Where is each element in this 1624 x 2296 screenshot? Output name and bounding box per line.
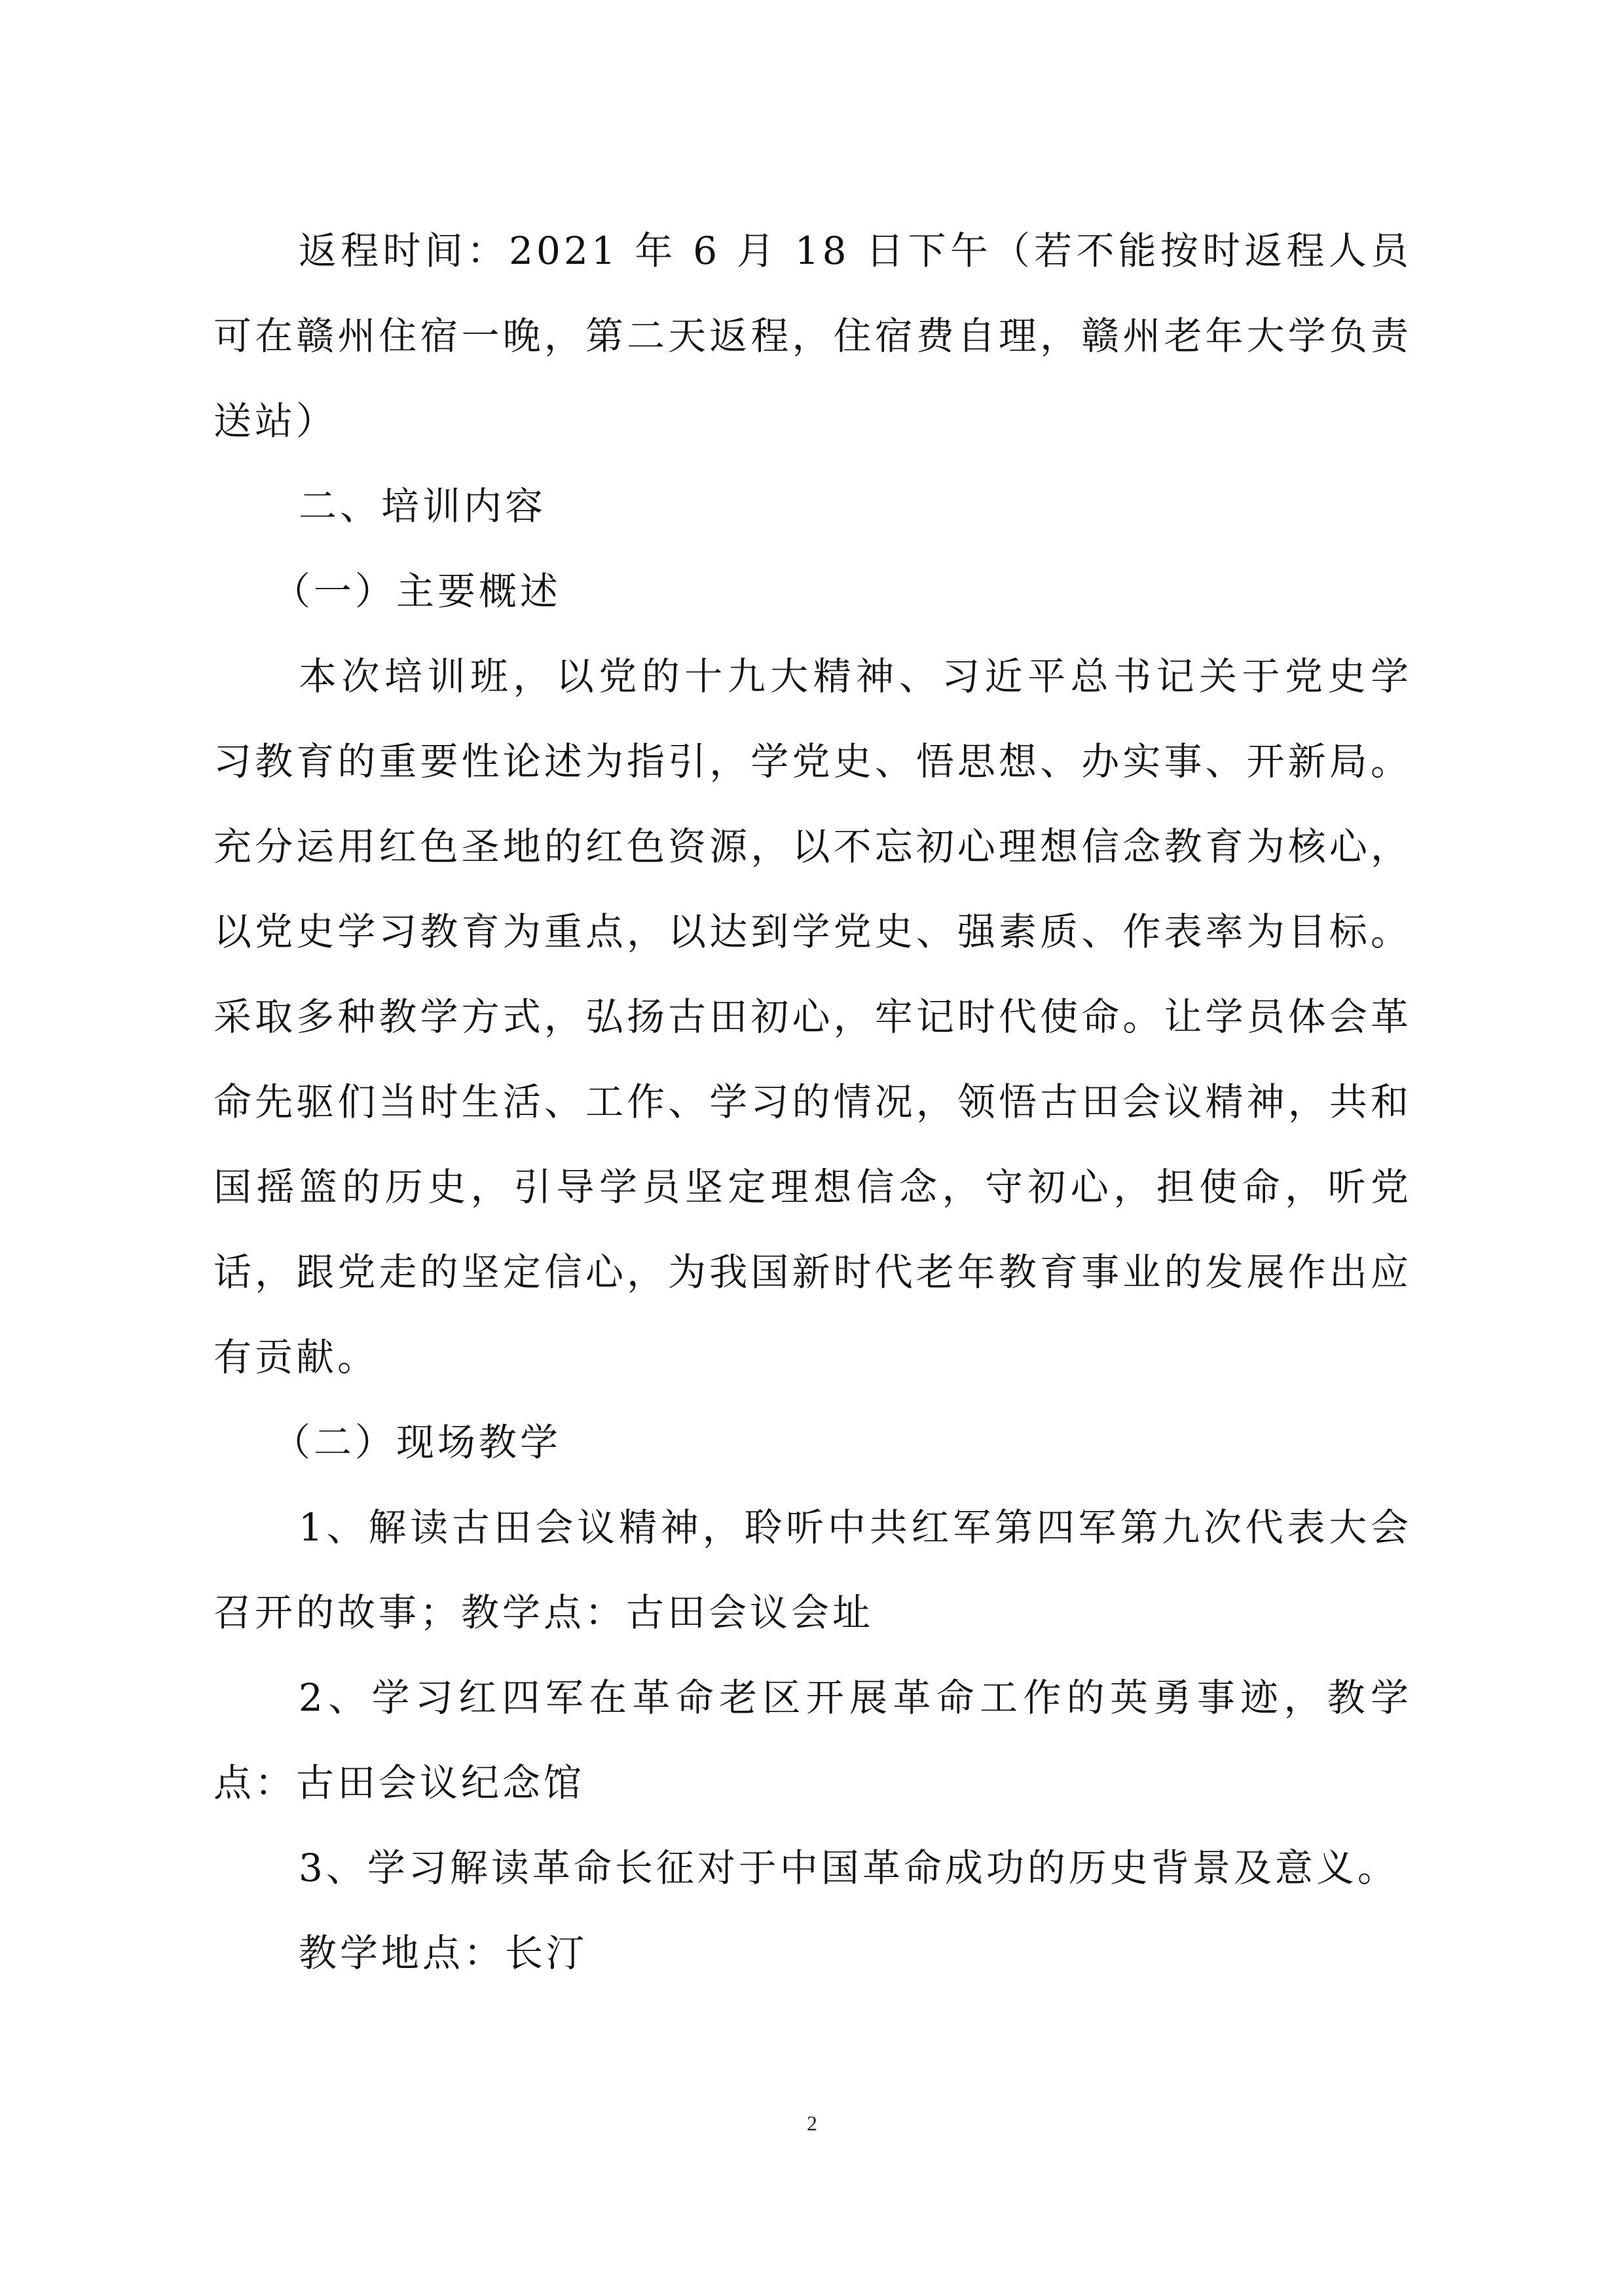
list-item: 1、解读古田会议精神，聆听中共红军第四军第九次代表大会召开的故事；教学点：古田会议会址 [213, 1505, 1412, 1635]
document-body [213, 208, 1412, 1995]
teaching-location: 教学地点：长汀 [299, 1931, 588, 1975]
list-item: 2、学习红四军在革命老区开展革命工作的英勇事迹，教学点：古田会议纪念馆 [213, 1675, 1412, 1805]
subsection-heading-overview: （一）主要概述 [272, 569, 562, 613]
list-item: 3、学习解读革命长征对于中国革命成功的历史背景及意义。 [299, 1846, 1399, 1890]
subsection-heading-onsite-teaching: （二）现场教学 [272, 1420, 562, 1465]
overview-paragraph: 本次培训班，以党的十九大精神、习近平总书记关于党史学习教育的重要性论述为指引，学党史、悟思想、办实事、开新局。充分运用红色圣地的红色资源，以不忘初心理想信念教育为核心，以党史学习教育为重点，以达到学党史、强素质、作表率为目标。采取多种教学方式，弘扬古田初心，牢记时代使命。让学员体会革命先驱们当时生活、工作、学习的情况，领悟古田会议精神，共和国摇篮的历史，引导学员坚定理想信念，守初心，担使命，听党话，跟党走的坚定信心，为我国新时代老年教育事业的发展作出应有贡献。 [213, 654, 1412, 1379]
section-heading: 二、培训内容 [299, 484, 547, 528]
return-time-paragraph: 返程时间：2021 年 6 月 18 日下午（若不能按时返程人员可在赣州住宿一晚，第二天返程，住宿费自理，赣州老年大学负责送站） [213, 228, 1412, 443]
page-number: 2 [807, 2111, 817, 2135]
